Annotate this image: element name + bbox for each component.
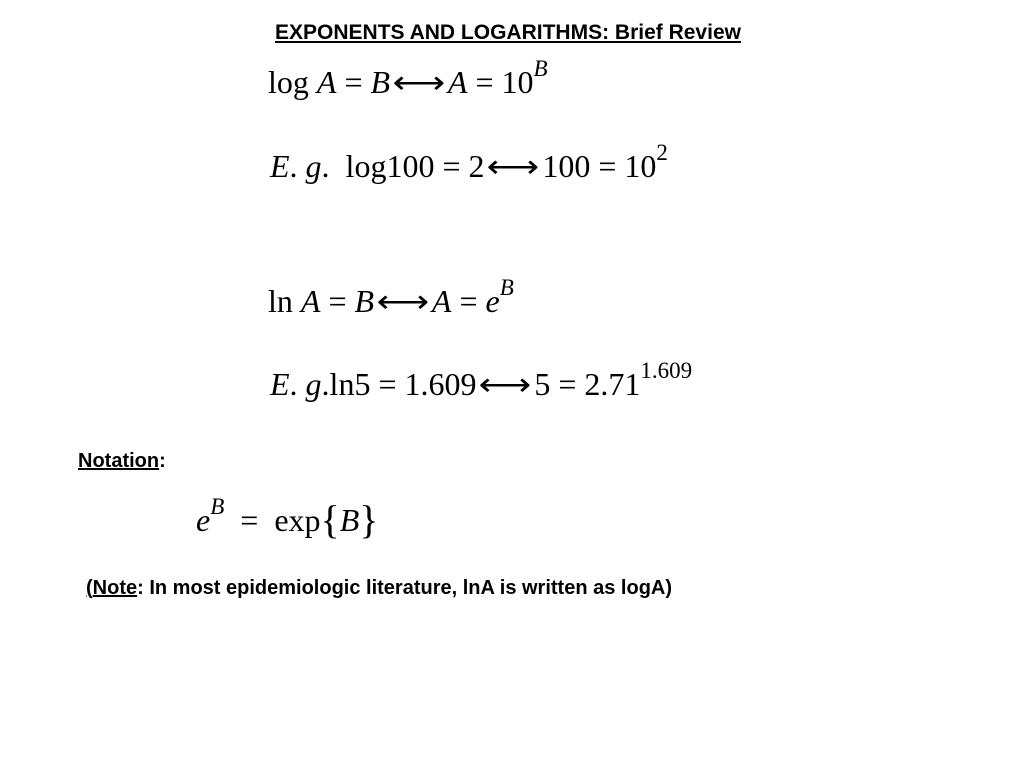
- power-base: e: [485, 283, 500, 319]
- eg-prefix-e: E: [270, 366, 290, 402]
- log-func: log: [345, 148, 387, 184]
- power-exponent: B: [499, 275, 514, 301]
- log-example-equation: E. g. log100 = 2⟷100 = $10^2$: [270, 140, 668, 184]
- equals-sign: =: [344, 64, 363, 100]
- exp-func: exp: [274, 502, 321, 538]
- notation-heading: [78, 450, 166, 473]
- ln-definition-equation: [268, 275, 514, 319]
- double-arrow-icon: ⟷: [479, 366, 532, 402]
- log-arg: 100: [386, 148, 435, 184]
- page-title: EXPONENTS AND LOGARITHMS: Brief Review: [275, 21, 741, 44]
- equals-sign: =: [598, 148, 617, 184]
- equals-sign: =: [240, 502, 259, 538]
- log-value: B: [370, 64, 391, 100]
- rhs-number: 100: [542, 148, 591, 184]
- power-exponent: 2: [656, 140, 668, 166]
- power-exponent: 1.609: [640, 358, 693, 384]
- equals-sign: =: [475, 64, 494, 100]
- exp-arg: B: [339, 502, 360, 538]
- rhs-number: 5: [534, 366, 551, 402]
- power-base: 10: [624, 148, 657, 184]
- note-label: Note: [92, 577, 138, 599]
- ln-example-equation: E. g.ln5 = 1.609⟷5 = $2.71^{1.609}$: [270, 358, 693, 402]
- rhs-variable: A: [447, 64, 468, 100]
- log-func: log: [268, 64, 309, 100]
- double-arrow-icon: ⟷: [487, 148, 540, 184]
- rhs-variable: A: [431, 283, 452, 319]
- ln-arg: 5: [354, 366, 371, 402]
- eg-prefix-g: g: [305, 366, 322, 402]
- power-base: 10: [501, 64, 534, 100]
- log-value: 2: [468, 148, 485, 184]
- note-text: : In most epidemiologic literature, lnA is written as logA): [137, 577, 673, 599]
- notation-colon: :: [159, 450, 166, 472]
- ln-func: ln: [268, 283, 293, 319]
- double-arrow-icon: ⟷: [392, 64, 446, 100]
- power-exponent: B: [210, 494, 225, 520]
- right-brace: }: [359, 497, 379, 542]
- notation-equation: [196, 494, 379, 542]
- equals-sign: =: [442, 148, 461, 184]
- double-arrow-icon: ⟷: [376, 283, 430, 319]
- note-open-paren: (: [86, 577, 93, 599]
- equals-sign: =: [558, 366, 577, 402]
- left-brace: {: [320, 497, 340, 542]
- equals-sign: =: [378, 366, 397, 402]
- equals-sign: =: [328, 283, 347, 319]
- notation-label: Notation: [78, 450, 160, 472]
- power-base: e: [196, 502, 211, 538]
- ln-func: ln: [329, 366, 355, 402]
- ln-value: 1.609: [404, 366, 477, 402]
- ln-arg: A: [300, 283, 321, 319]
- power-exponent: B: [533, 56, 548, 82]
- eg-prefix-g: g: [305, 148, 322, 184]
- equals-sign: =: [459, 283, 478, 319]
- eg-prefix-e: E: [270, 148, 290, 184]
- log-arg: A: [316, 64, 337, 100]
- ln-value: B: [354, 283, 375, 319]
- log-definition-equation: [268, 56, 548, 100]
- power-base: 2.71: [584, 366, 641, 402]
- footnote: [86, 577, 672, 600]
